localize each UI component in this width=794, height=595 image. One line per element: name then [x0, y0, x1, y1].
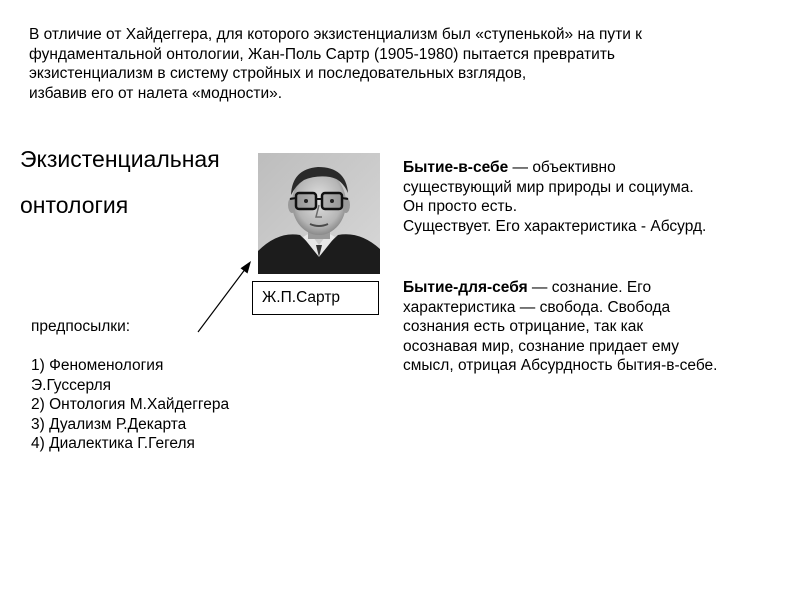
being-for-itself-definition [403, 278, 783, 376]
definition-line: Он просто есть. [403, 198, 518, 215]
intro-line: экзистенциализм в систему стройных и последовательных взглядов, [29, 65, 527, 82]
definition-line: характеристика — свобода. Свобода [403, 298, 671, 316]
being-in-itself-term: Бытие-в-себе [403, 159, 509, 176]
definition-line: сознания есть отрицание, так как [403, 318, 644, 335]
intro-line: избавив его от налета «модности». [29, 84, 283, 102]
definition-first-line [403, 278, 783, 298]
definition-line: осознавая мир, сознание придает ему [403, 337, 680, 355]
list-item: 4) Диалектика Г.Гегеля [31, 435, 195, 452]
list-item: Э.Гуссерля [31, 376, 112, 394]
preconditions-list [31, 356, 229, 454]
definition-first-line [403, 158, 783, 178]
definition-line: Существует. Его характеристика - Абсурд. [403, 217, 707, 235]
intro-line: В отличие от Хайдеггера, для которого экзистенциализм был «ступенькой» на пути к [29, 26, 642, 43]
being-for-itself-term: Бытие-для-себя [403, 279, 528, 296]
list-item: 1) Феноменология [31, 357, 164, 374]
heading-line-2: онтология [20, 192, 129, 218]
list-item: 3) Дуализм Р.Декарта [31, 415, 187, 433]
intro-line: фундаментальной онтологии, Жан-Поль Сартр (1905-1980) пытается превратить [29, 45, 615, 63]
definition-text: — объективно [508, 159, 616, 176]
definition-text: — сознание. Его [527, 279, 652, 296]
heading-line-1: Экзистенциальная [20, 146, 220, 172]
being-in-itself-definition [403, 158, 783, 236]
definition-line: смысл, отрицая Абсурдность бытия-в-себе. [403, 357, 718, 374]
preconditions-title: предпосылки: [31, 318, 131, 335]
definition-line: существующий мир природы и социума. [403, 178, 694, 196]
list-item: 2) Онтология М.Хайдеггера [31, 396, 230, 413]
portrait-caption: Ж.П.Сартр [252, 281, 379, 315]
